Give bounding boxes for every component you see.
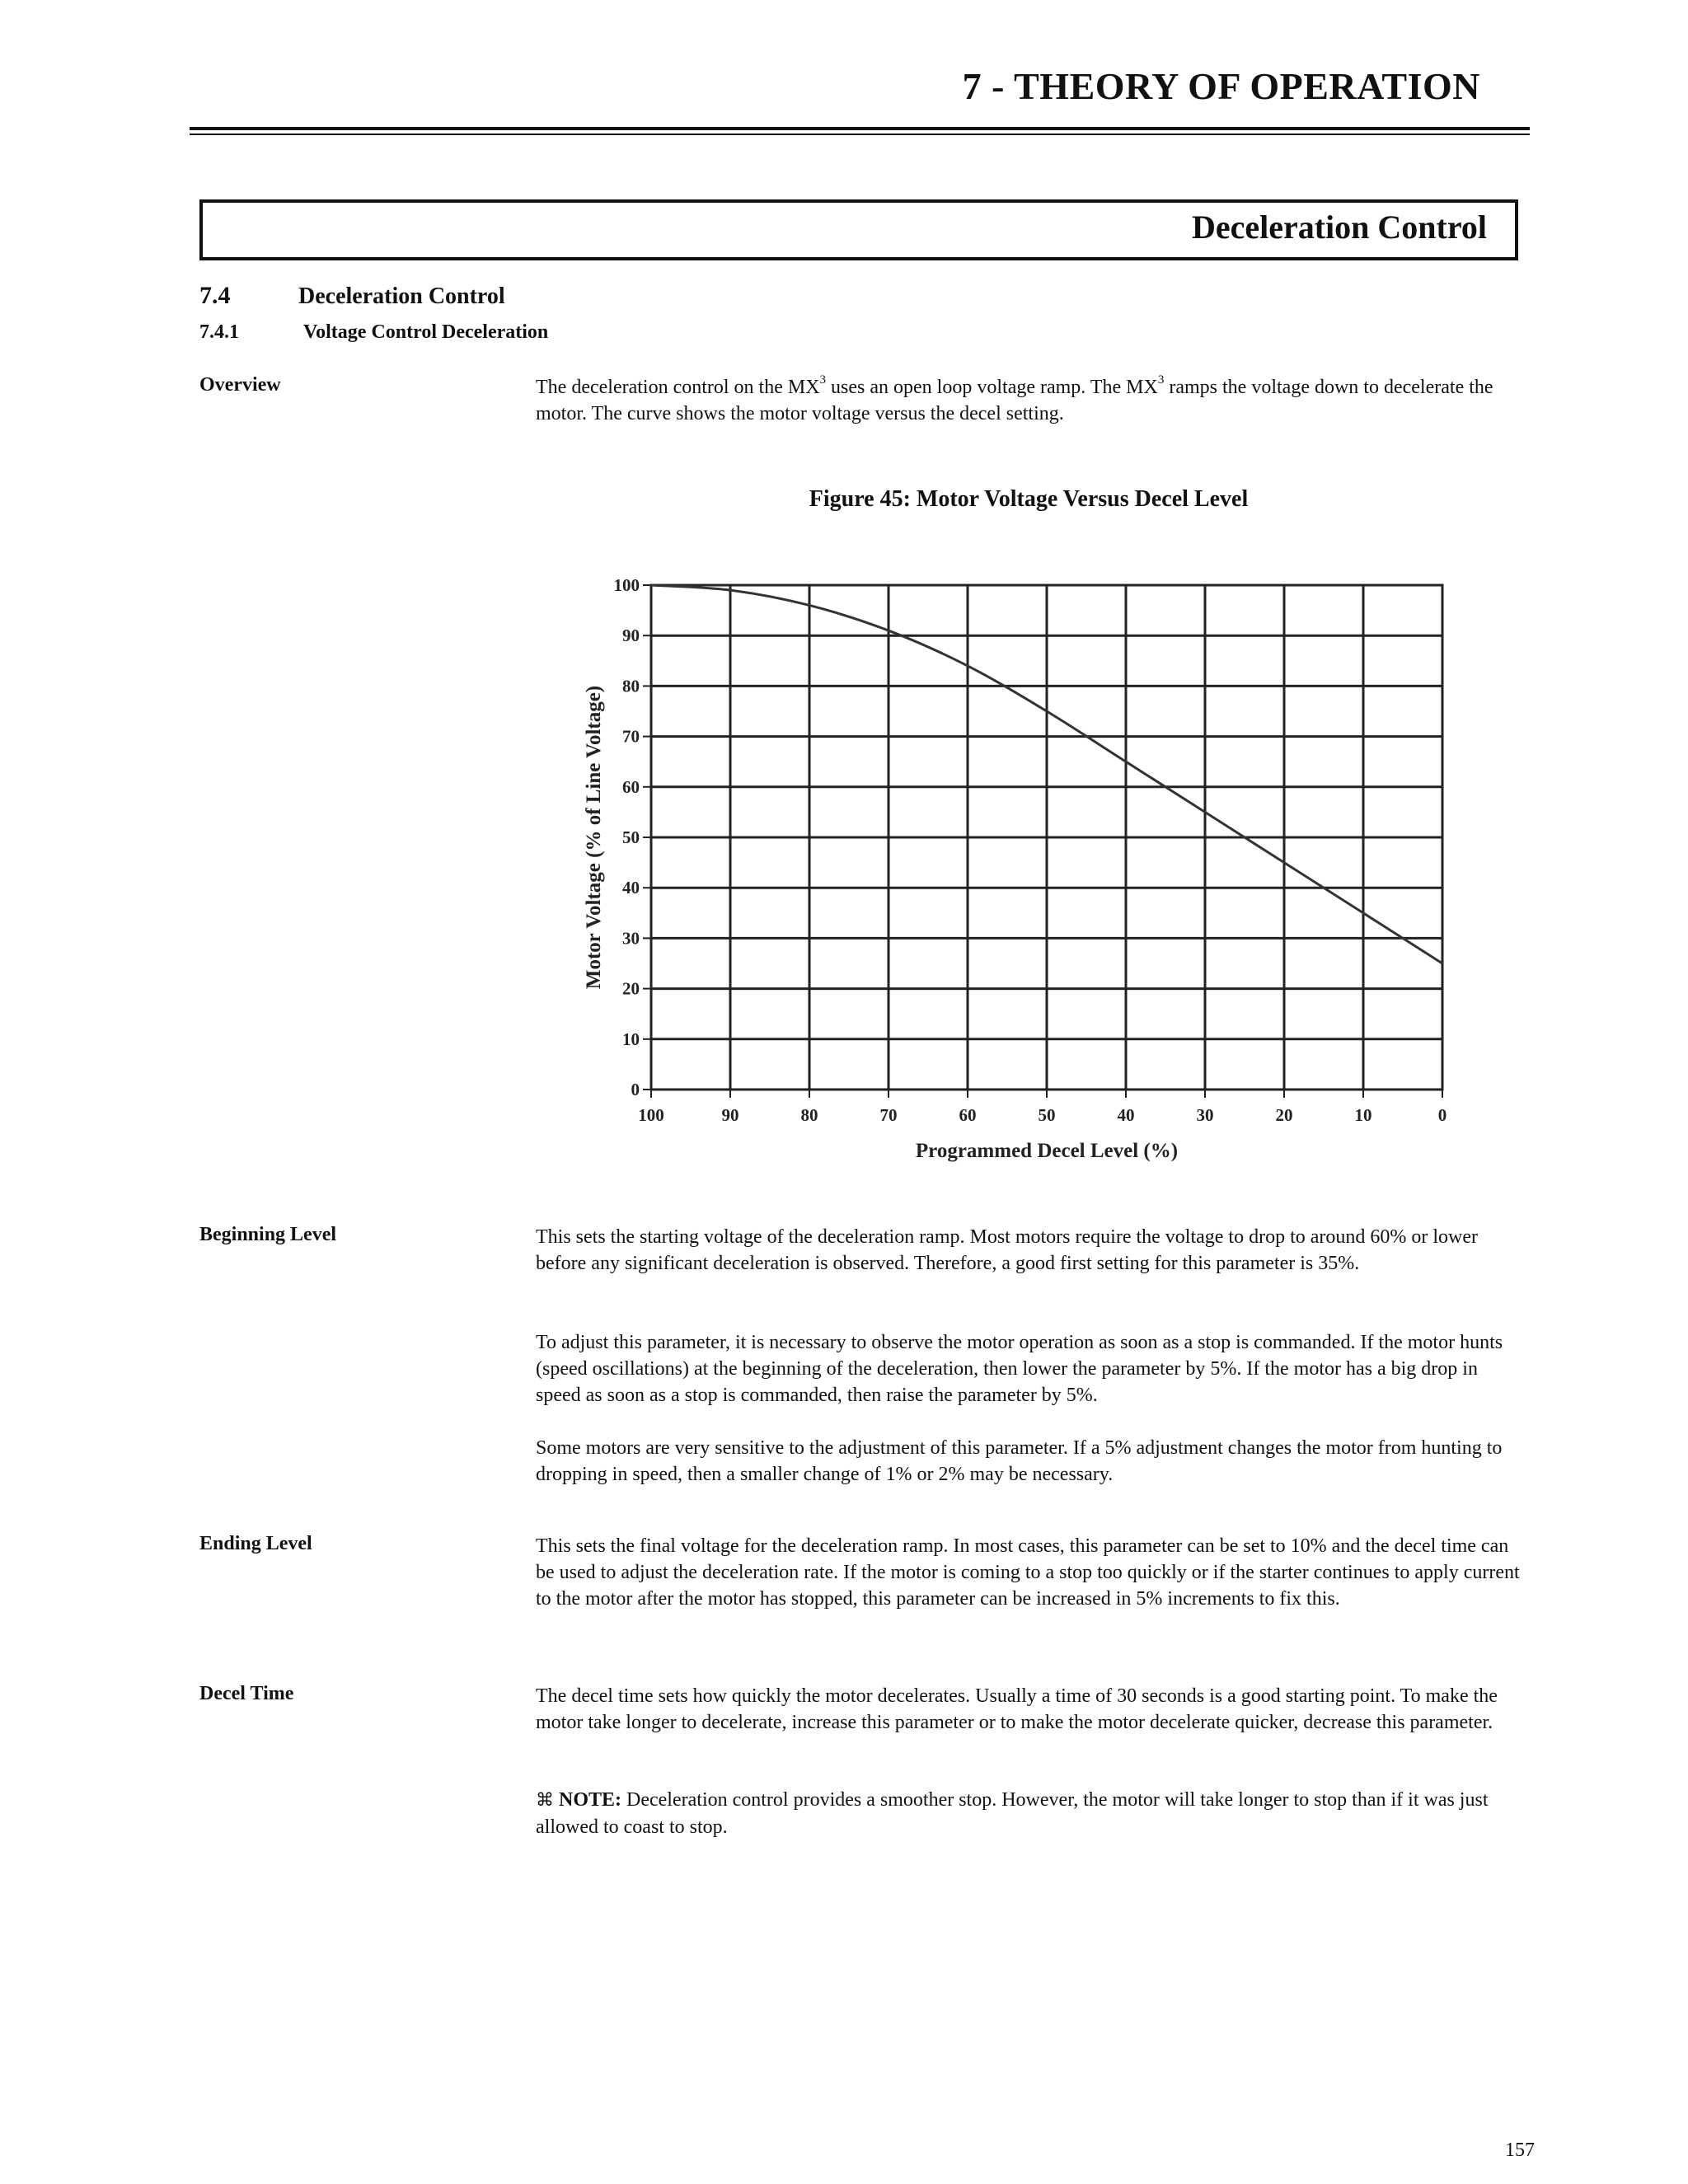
y-tick-label: 20: [622, 978, 640, 999]
overview-label: Overview: [199, 374, 281, 396]
decel-chart-svg: [577, 565, 1451, 1175]
note-paragraph: [536, 1787, 1522, 1840]
beginning-level-paragraph-1: This sets the starting voltage of the deceleration ramp. Most motors require the voltage to drop to around 60% or lower before any significant deceleration is observed. Therefore, a good first setting for this parameter is 35%.: [536, 1226, 1479, 1274]
x-axis-title: Programmed Decel Level (%): [915, 1140, 1179, 1162]
x-tick-label: 20: [1275, 1105, 1293, 1125]
ending-level-paragraph: This sets the final voltage for the deceleration ramp. In most cases, this parameter can be set to 10% and the decel time can be used to adjust the deceleration rate. If the motor is coming to a stop too quickly or if the starter continues to apply current to the motor after the motor has stopped, this parameter can be increased in 5% increments to fix this.: [536, 1535, 1520, 1610]
beginning-level-label: Beginning Level: [199, 1224, 337, 1245]
y-tick-label: 40: [622, 878, 640, 898]
page-number: 157: [1505, 2139, 1535, 2161]
y-axis-title: Motor Voltage (% of Line Voltage): [583, 685, 605, 990]
y-tick-label: 80: [622, 676, 640, 696]
y-tick-label: 30: [622, 928, 640, 949]
ending-level-label: Ending Level: [199, 1533, 312, 1554]
chart-grid: [651, 585, 1442, 1090]
y-tick-label: 70: [622, 726, 640, 747]
y-tick-label: 100: [613, 575, 640, 595]
section-heading: Deceleration Control: [298, 284, 505, 309]
note-label: NOTE:: [559, 1789, 622, 1811]
header-rule-thin: [190, 134, 1530, 135]
subsection-number: 7.4.1: [199, 321, 239, 343]
header-rule-thick: [190, 127, 1530, 130]
y-tick-label: 90: [622, 626, 640, 646]
y-tick-label: 0: [631, 1080, 640, 1099]
chart-ticks: [614, 575, 1447, 1125]
overview-paragraph: The deceleration control on the $MX^3$ uses an open loop voltage ramp. The $MX^3$ ramps the voltage down to decelerate the motor. The curve shows the motor voltage versus the decel setting.: [536, 373, 1493, 424]
beginning-level-paragraph-3: Some motors are very sensitive to the adjustment of this parameter. If a 5% adjustment changes the motor from hunting to dropping in speed, then a smaller change of 1% or 2% may be necessary.: [536, 1437, 1503, 1485]
decel-time-label: Decel Time: [199, 1683, 294, 1704]
x-tick-label: 40: [1117, 1105, 1135, 1125]
x-tick-label: 80: [800, 1105, 818, 1125]
x-tick-label: 30: [1196, 1105, 1214, 1125]
section-box-title: Deceleration Control: [1191, 209, 1487, 246]
figure-caption: Figure 45: Motor Voltage Versus Decel Level: [809, 486, 1249, 512]
command-key-icon: ⌘: [536, 1790, 554, 1811]
subsection-heading: Voltage Control Deceleration: [303, 321, 549, 343]
x-tick-label: 0: [1437, 1105, 1447, 1125]
x-tick-label: 90: [721, 1105, 739, 1125]
x-tick-label: 50: [1038, 1105, 1056, 1125]
x-tick-label: 100: [638, 1105, 664, 1125]
section-number: 7.4: [199, 282, 231, 309]
note-text: Deceleration control provides a smoother stop. However, the motor will take longer to stop than if it was just allowed to coast to stop.: [536, 1789, 1489, 1838]
x-tick-label: 60: [959, 1105, 977, 1125]
y-tick-label: 50: [622, 827, 640, 847]
x-tick-label: 10: [1354, 1105, 1372, 1125]
decel-chart: [577, 565, 1451, 1175]
x-tick-label: 70: [879, 1105, 898, 1125]
chapter-title: 7 - THEORY OF OPERATION: [962, 65, 1480, 107]
y-tick-label: 60: [622, 776, 640, 797]
beginning-level-paragraph-2: To adjust this parameter, it is necessary to observe the motor operation as soon as a stop is commanded. If the motor hunts (speed oscillations) at the beginning of the deceleration, then lower the parameter by 5%. If the motor has a big drop in speed as soon as a stop is commanded, then raise the parameter by 5%.: [536, 1332, 1503, 1406]
y-tick-label: 10: [622, 1029, 640, 1049]
section-title-box: [199, 199, 1518, 260]
decel-time-paragraph: The decel time sets how quickly the motor decelerates. Usually a time of 30 seconds is a good starting point. To make the motor take longer to decelerate, increase this parameter or to make the motor decelerate quicker, decrease this parameter.: [536, 1685, 1498, 1733]
